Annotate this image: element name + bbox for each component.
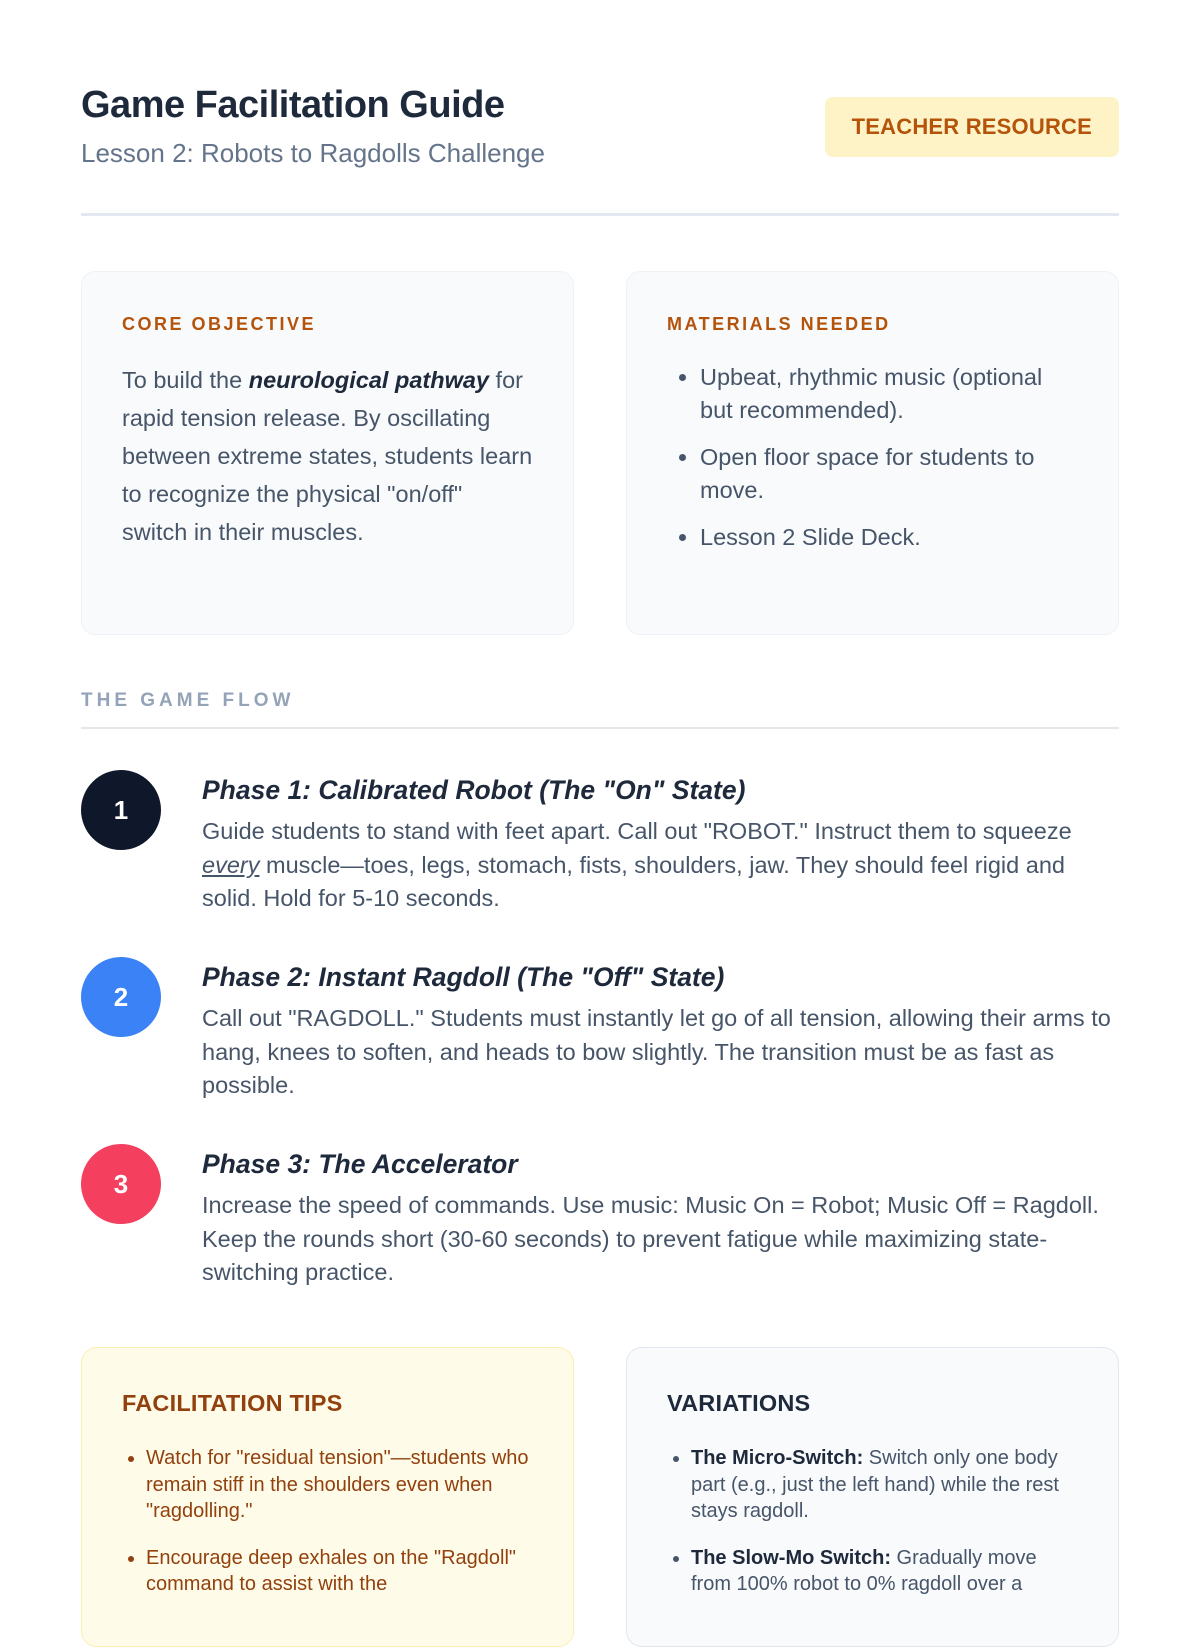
phase-number-badge: 1 [81, 770, 161, 850]
phase-body [202, 1144, 1119, 1290]
materials-item: • Lesson 2 Slide Deck. [700, 521, 1078, 554]
header [81, 0, 1119, 216]
phase-text-emphasis: every [202, 851, 260, 878]
phase-title: Phase 2: Instant Ragdoll (The "Off" State) [202, 962, 725, 992]
phase-text [202, 815, 1119, 916]
tips-list [122, 1445, 533, 1598]
objective-text [122, 361, 533, 551]
phase-title: Phase 3: The Accelerator [202, 1149, 518, 1179]
phase-text-before: Guide students to stand with feet apart. Call out "ROBOT." Instruct them to squeeze [202, 818, 1072, 844]
objective-emphasis: neurological pathway [248, 367, 490, 393]
materials-item: • Upbeat, rhythmic music (optional but recommended). [700, 361, 1078, 427]
materials-list [667, 361, 1078, 554]
game-flow-header [81, 690, 1119, 729]
variation-name: The Micro-Switch: [691, 1447, 864, 1469]
objective-card [81, 271, 574, 635]
tips-item: • Encourage deep exhales on the "Ragdoll" command to assist with the [146, 1545, 533, 1598]
variation-text: Gradually move from 100% robot to 0% ragdoll over a [691, 1546, 1037, 1595]
phase-body [202, 770, 1119, 916]
objective-text-before: To build the [122, 367, 249, 393]
variation-text: Switch only one body part (e.g., just the left hand) while the rest stays ragdoll. [691, 1447, 1059, 1522]
variations-list [667, 1445, 1078, 1598]
objective-text-after: for rapid tension release. By oscillating between extreme states, students learn to recognize the physical "on/off" switch in their muscles. [122, 367, 533, 545]
bottom-cards [81, 1347, 1119, 1647]
teacher-resource-badge: TEACHER RESOURCE [825, 97, 1119, 157]
page-title: Game Facilitation Guide [81, 84, 505, 126]
tips-title: FACILITATION TIPS [122, 1390, 343, 1416]
materials-item: • Open floor space for students to move. [700, 441, 1078, 507]
phase-number-badge: 2 [81, 957, 161, 1037]
tips-item: • Watch for "residual tension"—students who remain stiff in the shoulders even when "ragdolling." [146, 1445, 533, 1525]
top-cards [81, 271, 1119, 635]
phase-title: Phase 1: Calibrated Robot (The "On" State) [202, 775, 746, 805]
materials-card [626, 271, 1119, 635]
materials-label: MATERIALS NEEDED [667, 314, 891, 334]
game-flow-label: THE GAME FLOW [81, 690, 295, 711]
variations-card [626, 1347, 1119, 1647]
variations-item [691, 1445, 1078, 1525]
phase-number-badge: 3 [81, 1144, 161, 1224]
variation-name: The Slow-Mo Switch: [691, 1546, 891, 1569]
phase-text: Increase the speed of commands. Use music: Music On = Robot; Music Off = Ragdoll. Keep the rounds short (30-60 seconds) to prevent fatigue while maximizing state-switching practice. [202, 1192, 1099, 1285]
variations-item [691, 1545, 1078, 1598]
facilitation-tips-card [81, 1347, 574, 1647]
phase-text: Call out "RAGDOLL." Students must instantly let go of all tension, allowing their arms to hang, knees to soften, and heads to bow slightly. The transition must be as fast as possible. [202, 1005, 1111, 1098]
page-subtitle: Lesson 2: Robots to Ragdolls Challenge [81, 138, 545, 168]
phase-body [202, 957, 1119, 1103]
variations-title: VARIATIONS [667, 1390, 811, 1416]
phase-text-after: muscle—toes, legs, stomach, fists, shoulders, jaw. They should feel rigid and solid. Hold for 5-10 seconds. [202, 851, 1065, 911]
objective-label: CORE OBJECTIVE [122, 314, 317, 334]
